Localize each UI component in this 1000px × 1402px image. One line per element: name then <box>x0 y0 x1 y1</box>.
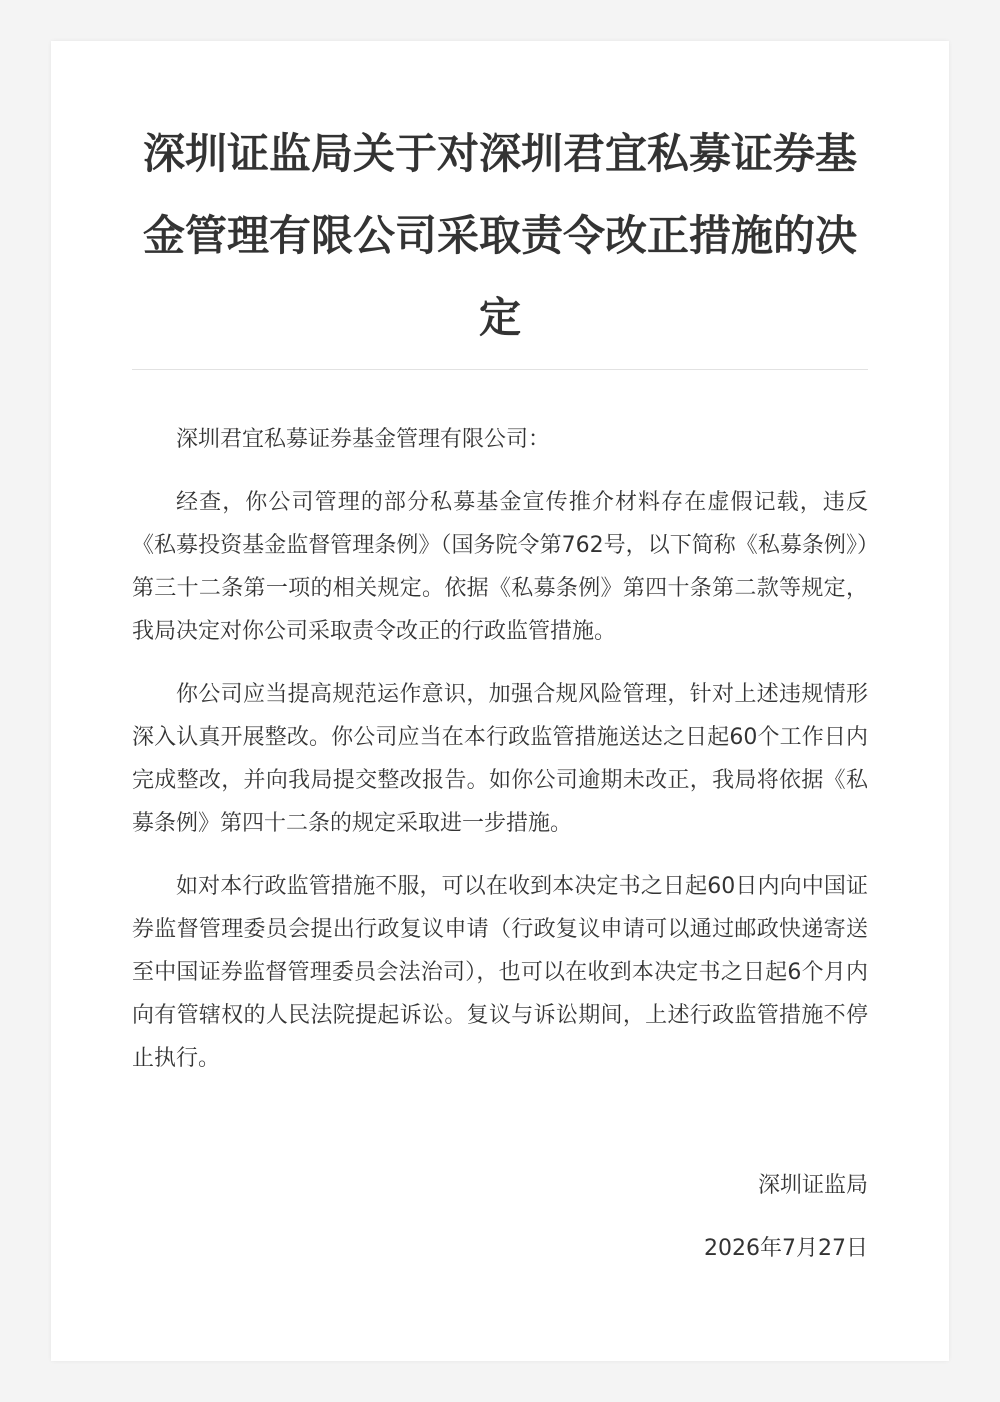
paragraph-appeal: 如对本行政监管措施不服，可以在收到本决定书之日起60日内向中国证券监督管理委员会提出行政复议申请（行政复议申请可以通过邮政快递寄送至中国证券监督管理委员会法治司），也可以在收到本决定书之日起6个月内向有管辖权的人民法院提起诉讼。复议与诉讼期间，上述行政监管措施不停止执行。 <box>132 874 868 1071</box>
signature-date: 2026年7月27日 <box>704 1236 868 1261</box>
document-title: 深圳证监局关于对深圳君宜私募证券基金管理有限公司采取责令改正措施的决定 <box>142 129 857 342</box>
paragraph-findings: 经查，你公司管理的部分私募基金宣传推介材料存在虚假记载，违反《私募投资基金监督管理条例》（国务院令第762号，以下简称《私募条例》）第三十二条第一项的相关规定。依据《私募条例》第四十条第二款等规定，我局决定对你公司采取责令改正的行政监管措施。 <box>132 490 868 644</box>
document-body <box>132 418 868 1080</box>
title-divider <box>132 369 868 370</box>
document-page <box>51 41 949 1361</box>
paragraph-rectification: 你公司应当提高规范运作意识，加强合规风险管理，针对上述违规情形深入认真开展整改。你公司应当在本行政监管措施送达之日起60个工作日内完成整改，并向我局提交整改报告。如你公司逾期未改正，我局将依据《私募条例》第四十二条的规定采取进一步措施。 <box>132 682 868 836</box>
salutation: 深圳君宜私募证券基金管理有限公司： <box>176 427 551 452</box>
signature-organization: 深圳证监局 <box>757 1173 868 1198</box>
